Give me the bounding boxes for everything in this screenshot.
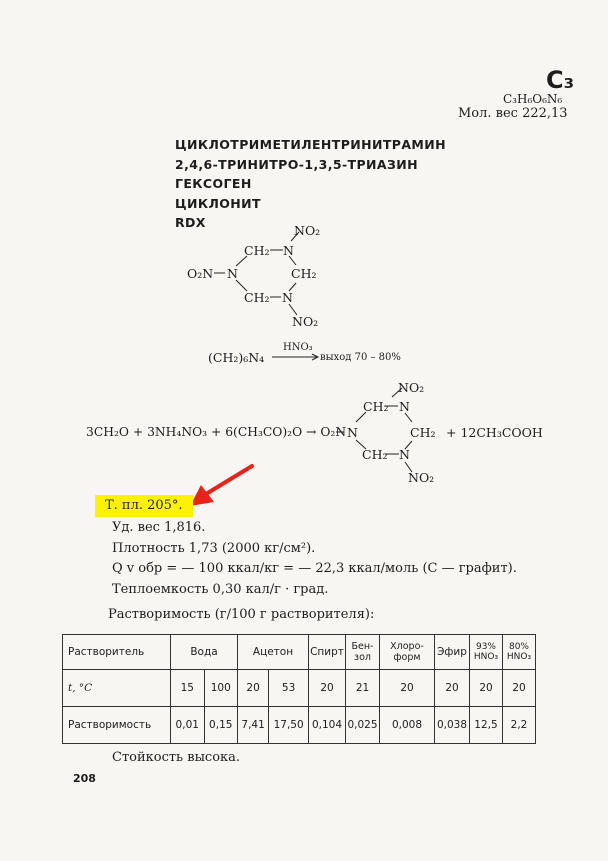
specific-weight: Уд. вес 1,816. [112, 520, 206, 535]
table-cell: 0,008 [380, 707, 435, 744]
compound-name: ГЕКСОГЕН [175, 176, 252, 191]
table-header-cell: Спирт [309, 635, 346, 670]
struct1-ch2-top: CH₂ [244, 243, 270, 258]
struct1-no2-bottom: NO₂ [292, 314, 319, 329]
page-number: 208 [73, 772, 96, 785]
reaction2-n-bottom: N [399, 447, 410, 462]
table-row [63, 670, 536, 707]
table-cell: 20 [238, 670, 269, 707]
table-cell: 7,41 [238, 707, 269, 744]
stability-note: Стойкость высока. [112, 750, 241, 765]
table-cell: 20 [380, 670, 435, 707]
table-cell: 0,038 [435, 707, 470, 744]
table-header-cell: 80% HNO₃ [503, 635, 536, 670]
table-cell: 20 [470, 670, 503, 707]
heat-capacity: Теплоемкость 0,30 кал/г · град. [112, 582, 329, 597]
table-cell: 20 [309, 670, 346, 707]
reaction2-ch2-top: CH₂ [363, 399, 389, 414]
struct1-o2n: O₂N [187, 266, 214, 281]
reaction2-no2-bottom: NO₂ [408, 470, 435, 485]
compound-name: ЦИКЛОНИТ [175, 195, 261, 211]
reaction2-no2-top: NO₂ [398, 380, 425, 395]
table-header-row [63, 635, 536, 670]
compound-formula: C₃H₆O₆N₆ [503, 92, 563, 106]
solubility-title: Растворимость (г/100 г растворителя): [108, 607, 375, 622]
table-header-cell: Бен- зол [346, 635, 380, 670]
reaction2-rest: + 12CH₃COOH [446, 425, 543, 440]
table-row [63, 707, 536, 744]
reaction2-n-top: N [399, 399, 410, 414]
heat-of-formation: Q v обр = — 100 ккал/кг = — 22,3 ккал/моль (С — графит). [112, 561, 517, 576]
table-cell: 20 [503, 670, 536, 707]
table-header-cell: Растворитель [63, 635, 171, 670]
table-header-cell: Эфир [435, 635, 470, 670]
struct1-n-left: N [227, 266, 238, 281]
compound-names [175, 135, 446, 233]
table-header-cell: Вода [171, 635, 238, 670]
struct1-n-bottom: N [282, 290, 293, 305]
table-cell: 53 [269, 670, 309, 707]
compound-code: C₃ [546, 66, 575, 94]
table-cell: 0,104 [309, 707, 346, 744]
table-cell: 12,5 [470, 707, 503, 744]
table-cell: 2,2 [503, 707, 536, 744]
reaction2-ch2-bottom: CH₂ [362, 447, 388, 462]
table-cell: 0,025 [346, 707, 380, 744]
solubility-table [62, 634, 536, 744]
table-cell: 20 [435, 670, 470, 707]
reaction1-reactant: (CH₂)₆N₄ [208, 350, 265, 365]
compound-name: ЦИКЛОТРИМЕТИЛЕНТРИНИТРАМИН [175, 137, 446, 152]
struct1-no2-top: NO₂ [294, 223, 321, 238]
melting-point-highlight: Т. пл. 205°. [95, 495, 193, 517]
melting-point [95, 498, 193, 513]
compound-name: RDX [175, 215, 206, 230]
struct1-ch2-right: CH₂ [291, 266, 317, 281]
reaction2-ch2-right: CH₂ [410, 425, 436, 440]
table-cell: 21 [346, 670, 380, 707]
struct1-n-top: N [283, 243, 294, 258]
table-cell: 15 [171, 670, 205, 707]
table-cell: 100 [204, 670, 238, 707]
table-cell: t, °C [63, 670, 171, 707]
table-header-cell: Хлоро- форм [380, 635, 435, 670]
density: Плотность 1,73 (2000 кг/см²). [112, 541, 316, 556]
reaction1-reagent: HNO₃ [283, 342, 313, 353]
compound-name: 2,4,6-ТРИНИТРО-1,3,5-ТРИАЗИН [175, 156, 418, 172]
table-cell: 0,01 [171, 707, 205, 744]
reaction1-product: выход 70 – 80% [320, 352, 401, 363]
table-header-cell: Ацетон [238, 635, 309, 670]
reaction2-n-left: N [347, 425, 358, 440]
table-cell: 0,15 [204, 707, 238, 744]
struct1-ch2-bottom: CH₂ [244, 290, 270, 305]
molecular-weight: Мол. вес 222,13 [458, 106, 568, 121]
table-header-cell: 93% HNO₃ [470, 635, 503, 670]
table-cell: 17,50 [269, 707, 309, 744]
table-cell: Растворимость [63, 707, 171, 744]
reaction2-reactants: 3CH₂O + 3NH₄NO₃ + 6(CH₃CO)₂O → O₂N [86, 425, 347, 439]
